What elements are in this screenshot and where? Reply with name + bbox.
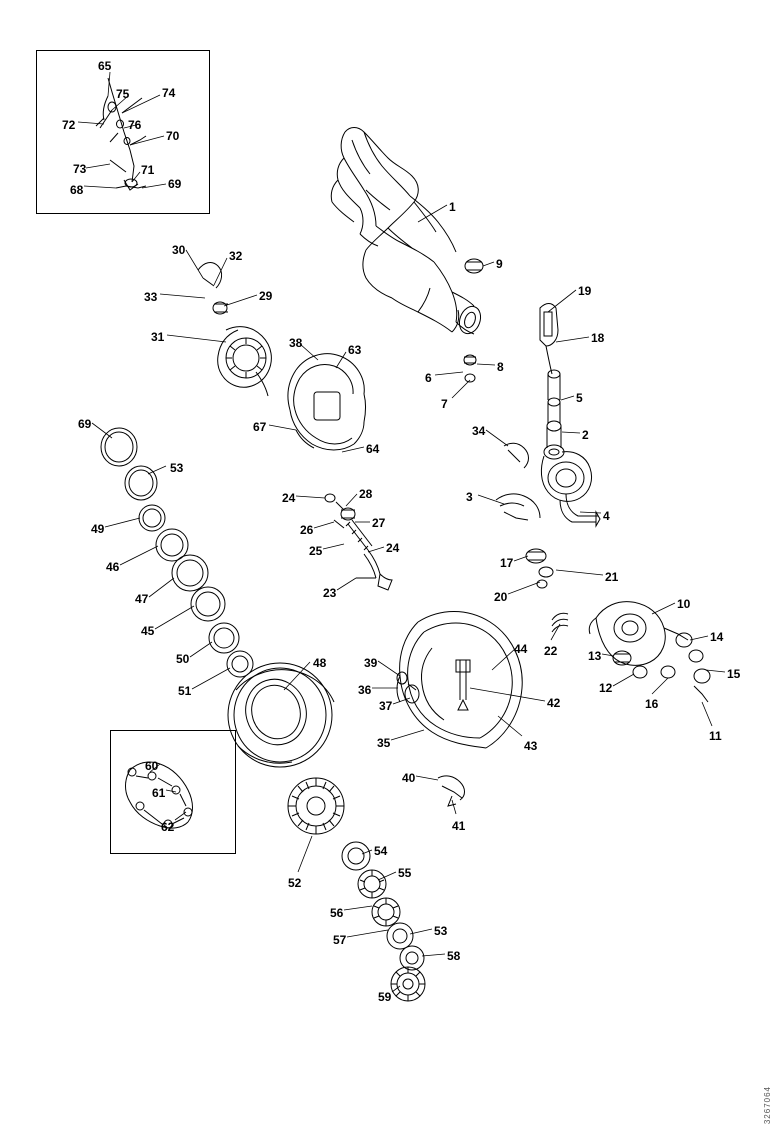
callout-60: 60 bbox=[145, 759, 159, 773]
callout-69: 69 bbox=[78, 417, 92, 431]
callout-53b: 53 bbox=[434, 924, 448, 938]
callout-65: 65 bbox=[98, 59, 112, 73]
callout-61: 61 bbox=[152, 786, 166, 800]
callout-59: 59 bbox=[378, 990, 392, 1004]
callout-10: 10 bbox=[677, 597, 691, 611]
callout-21: 21 bbox=[605, 570, 619, 584]
callout-74: 74 bbox=[162, 86, 176, 100]
callout-14: 14 bbox=[710, 630, 724, 644]
callout-13: 13 bbox=[588, 649, 602, 663]
callout-27: 27 bbox=[372, 516, 386, 530]
parts-40-41-clip bbox=[438, 776, 465, 806]
callout-44: 44 bbox=[514, 642, 528, 656]
callout-33: 33 bbox=[144, 290, 158, 304]
callout-48: 48 bbox=[313, 656, 327, 670]
callout-62: 62 bbox=[161, 820, 175, 834]
callout-24b: 24 bbox=[386, 541, 400, 555]
callout-72: 72 bbox=[62, 118, 76, 132]
callout-3: 3 bbox=[466, 490, 473, 504]
callout-63: 63 bbox=[348, 343, 362, 357]
inset-top-left-frame bbox=[36, 50, 210, 214]
parts-18-19-bracket bbox=[540, 304, 558, 375]
callout-16: 16 bbox=[645, 697, 659, 711]
drawing-reference-code: 3267064 bbox=[763, 1086, 772, 1124]
parts-38-67-shoe bbox=[288, 354, 366, 450]
callout-7: 7 bbox=[441, 397, 448, 411]
callout-30: 30 bbox=[172, 243, 186, 257]
stack-54-58 bbox=[342, 842, 424, 970]
callout-19: 19 bbox=[578, 284, 592, 298]
callout-54: 54 bbox=[374, 844, 388, 858]
callout-43: 43 bbox=[524, 739, 538, 753]
callout-26: 26 bbox=[300, 523, 314, 537]
callout-58: 58 bbox=[447, 949, 461, 963]
callout-5: 5 bbox=[576, 391, 583, 405]
callout-69-inset: 69 bbox=[168, 177, 182, 191]
callout-32: 32 bbox=[229, 249, 243, 263]
callout-51: 51 bbox=[178, 684, 192, 698]
callout-6: 6 bbox=[425, 371, 432, 385]
callout-8: 8 bbox=[497, 360, 504, 374]
brake-shoe-assembly bbox=[397, 612, 522, 749]
callout-31: 31 bbox=[151, 330, 165, 344]
callout-56: 56 bbox=[330, 906, 344, 920]
callout-41: 41 bbox=[452, 819, 466, 833]
callout-76: 76 bbox=[128, 118, 142, 132]
callout-4: 4 bbox=[603, 509, 610, 523]
callout-11: 11 bbox=[709, 729, 722, 743]
callout-36: 36 bbox=[358, 683, 372, 697]
callout-28: 28 bbox=[359, 487, 373, 501]
callout-25: 25 bbox=[309, 544, 323, 558]
callout-15: 15 bbox=[727, 667, 741, 681]
callout-47: 47 bbox=[135, 592, 149, 606]
inset-bottom-left-frame bbox=[110, 730, 236, 854]
callout-9: 9 bbox=[496, 257, 503, 271]
parts-23-28-shaft bbox=[325, 494, 392, 590]
callout-29: 29 bbox=[259, 289, 273, 303]
callout-70: 70 bbox=[166, 129, 180, 143]
callout-73: 73 bbox=[73, 162, 87, 176]
callout-40: 40 bbox=[402, 771, 416, 785]
part-59-gear bbox=[391, 967, 425, 1001]
callout-35: 35 bbox=[377, 736, 391, 750]
callout-17: 17 bbox=[500, 556, 514, 570]
callout-24a: 24 bbox=[282, 491, 296, 505]
callout-23: 23 bbox=[323, 586, 337, 600]
callout-52: 52 bbox=[288, 876, 302, 890]
callout-18: 18 bbox=[591, 331, 605, 345]
callout-37: 37 bbox=[379, 699, 393, 713]
callout-67: 67 bbox=[253, 420, 267, 434]
callout-57: 57 bbox=[333, 933, 347, 947]
parts-29-33-cluster bbox=[198, 263, 271, 396]
callout-75: 75 bbox=[116, 87, 130, 101]
callout-22: 22 bbox=[544, 644, 558, 658]
part-48-hub bbox=[228, 663, 334, 767]
callout-68: 68 bbox=[70, 183, 84, 197]
callout-2: 2 bbox=[582, 428, 589, 442]
part-22-spring bbox=[552, 613, 568, 632]
callout-1: 1 bbox=[449, 200, 456, 214]
callout-45: 45 bbox=[141, 624, 155, 638]
callout-12: 12 bbox=[599, 681, 613, 695]
part-52-gear bbox=[288, 778, 344, 834]
callout-46: 46 bbox=[106, 560, 120, 574]
callout-50: 50 bbox=[176, 652, 190, 666]
callout-38: 38 bbox=[289, 336, 303, 350]
callout-20: 20 bbox=[494, 590, 508, 604]
callout-42: 42 bbox=[547, 696, 561, 710]
callout-49: 49 bbox=[91, 522, 105, 536]
callout-71: 71 bbox=[141, 163, 155, 177]
callout-64: 64 bbox=[366, 442, 380, 456]
callout-39: 39 bbox=[364, 656, 378, 670]
callout-55: 55 bbox=[398, 866, 412, 880]
callout-34: 34 bbox=[472, 424, 486, 438]
part-1-knuckle-assembly bbox=[331, 128, 484, 337]
callout-53: 53 bbox=[170, 461, 184, 475]
